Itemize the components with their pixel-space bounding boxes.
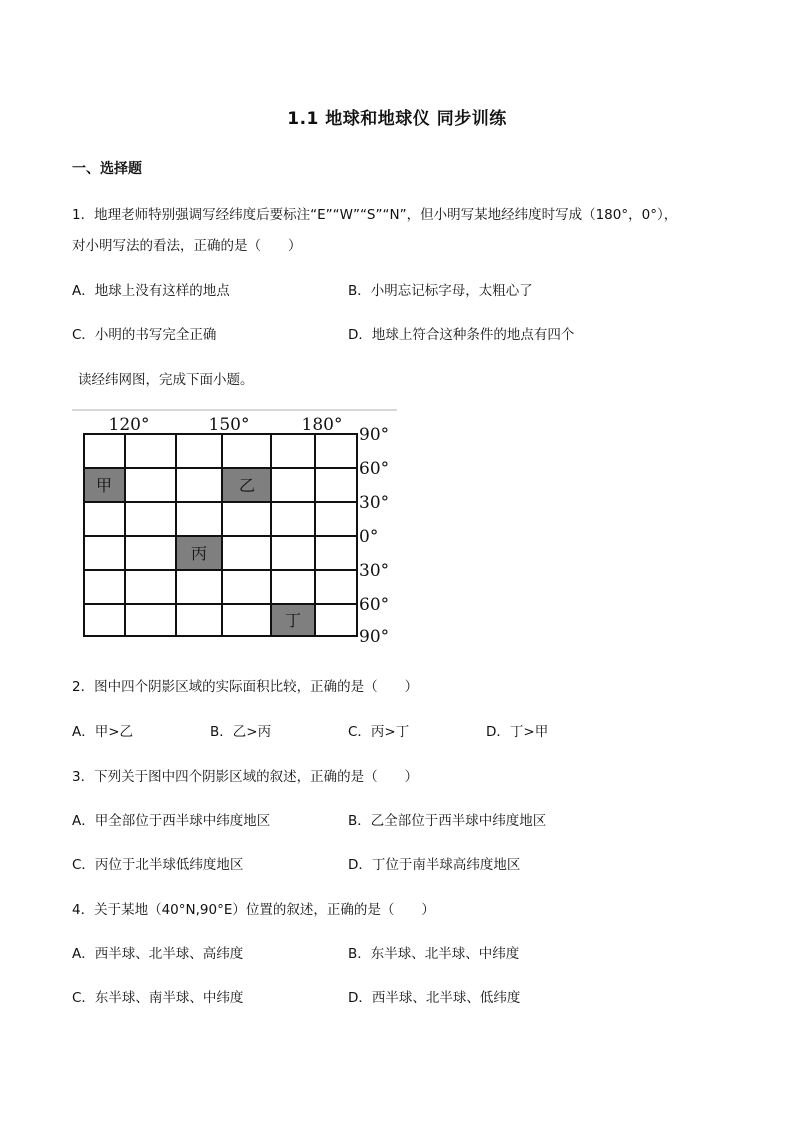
page-title: 1.1 地球和地球仪 同步训练 (287, 109, 507, 129)
q1-option-b[interactable]: B．小明忘记标字母，太粗心了 (348, 283, 533, 299)
grid-lines (84, 434, 357, 636)
map-intro: 读经纬网图，完成下面小题。 (78, 372, 254, 388)
lat-label-30n: 30° (359, 493, 390, 513)
lon-label-180: 180° (301, 415, 343, 435)
q4-option-d[interactable]: D．西半球、北半球、低纬度 (348, 990, 521, 1006)
label-yi: 乙 (238, 476, 256, 495)
q2-option-c[interactable]: C．丙>丁 (348, 724, 410, 740)
section-heading: 一、选择题 (72, 161, 142, 177)
q4-option-a[interactable]: A．西半球、北半球、高纬度 (72, 946, 244, 962)
q1-option-c[interactable]: C．小明的书写完全正确 (72, 327, 217, 343)
lat-label-60n: 60° (359, 459, 390, 479)
q2-option-a[interactable]: A．甲>乙 (72, 724, 134, 740)
q3-option-d[interactable]: D．丁位于南半球高纬度地区 (348, 857, 521, 873)
lat-label-30s: 30° (359, 561, 390, 581)
graticule-map (72, 406, 412, 646)
q3-option-c[interactable]: C．丙位于北半球低纬度地区 (72, 857, 244, 873)
label-jia: 甲 (95, 476, 113, 495)
lat-label-90n: 90° (359, 425, 390, 445)
q1-option-a[interactable]: A．地球上没有这样的地点 (72, 283, 230, 299)
q1-stem-line1: 1．地理老师特别强调写经纬度后要标注“E”“W”“S”“N”，但小明写某地经纬度时写成（180°，0°）， (72, 207, 678, 223)
q1-option-d[interactable]: D．地球上符合这种条件的地点有四个 (348, 327, 575, 343)
label-bing: 丙 (190, 544, 208, 563)
q4-option-b[interactable]: B．东半球、北半球、中纬度 (348, 946, 520, 962)
lon-label-120: 120° (108, 415, 150, 435)
label-ding: 丁 (284, 611, 302, 630)
lat-label-90s: 90° (359, 627, 390, 646)
q2-option-b[interactable]: B．乙>丙 (210, 724, 272, 740)
lat-label-0: 0° (359, 527, 379, 547)
q2-option-d[interactable]: D．丁>甲 (486, 724, 549, 740)
q3-stem: 3．下列关于图中四个阴影区域的叙述，正确的是（ ） (72, 769, 419, 785)
q2-stem: 2．图中四个阴影区域的实际面积比较，正确的是（ ） (72, 679, 419, 695)
q4-option-c[interactable]: C．东半球、南半球、中纬度 (72, 990, 244, 1006)
q3-option-b[interactable]: B．乙全部位于西半球中纬度地区 (348, 813, 547, 829)
q1-stem-line2: 对小明写法的看法，正确的是（ ） (72, 238, 302, 254)
graticule-svg (72, 406, 412, 646)
q3-option-a[interactable]: A．甲全部位于西半球中纬度地区 (72, 813, 271, 829)
lat-label-60s: 60° (359, 595, 390, 615)
q4-stem: 4．关于某地（40°N,90°E）位置的叙述，正确的是（ ） (72, 902, 435, 918)
lon-label-150: 150° (208, 415, 250, 435)
